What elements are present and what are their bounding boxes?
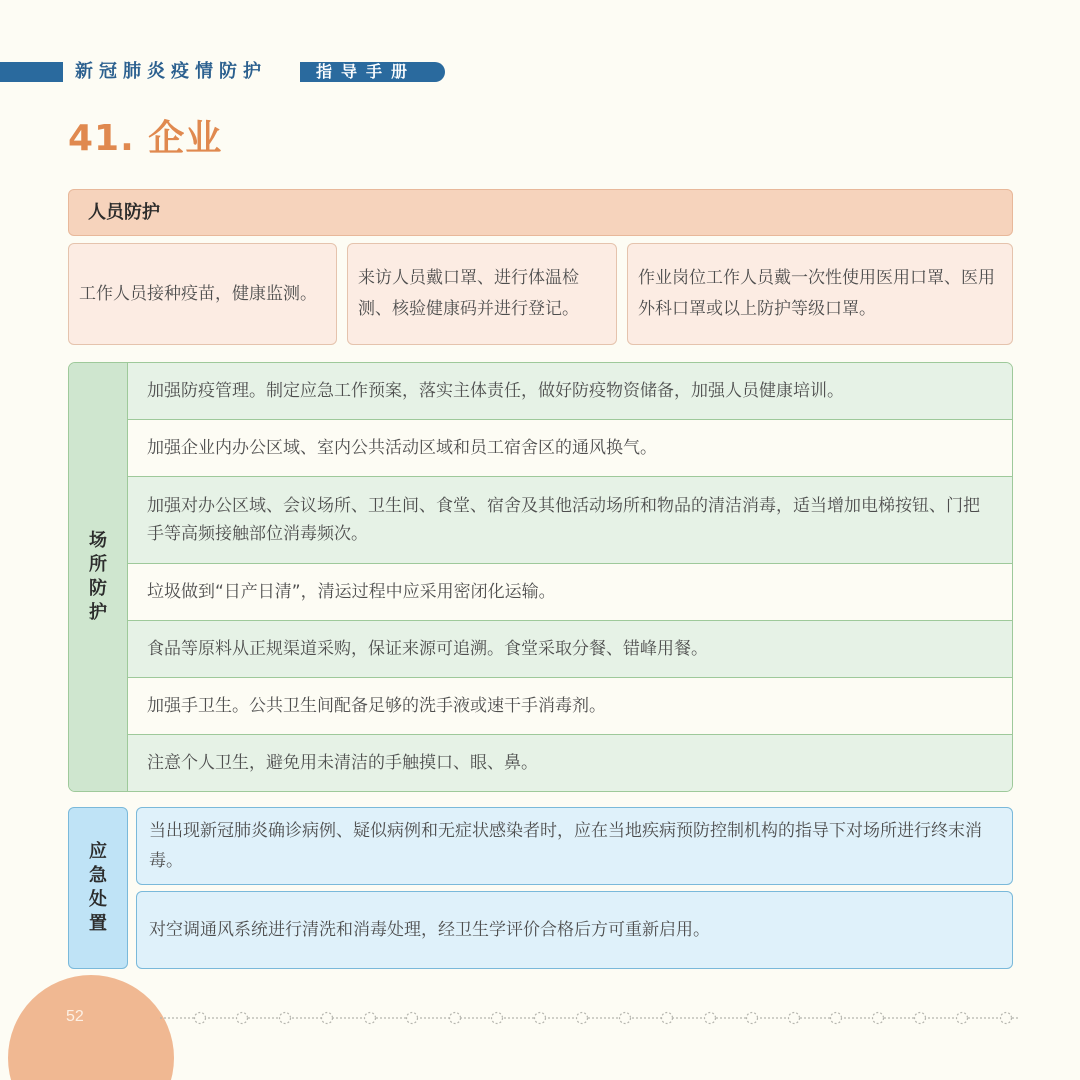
personnel-card-text: 工作人员接种疫苗，健康监测。 — [79, 283, 317, 304]
venue-row: 食品等原料从正规渠道采购，保证来源可追溯。食堂采取分餐、错峰用餐。 — [128, 621, 1012, 678]
personnel-card — [347, 243, 617, 345]
page-title: 41. 企业 — [68, 118, 223, 159]
handbook-pill: 指导手册 — [300, 62, 445, 82]
personnel-card-text: 来访人员戴口罩、进行体温检测、核验健康码并进行登记。 — [358, 268, 579, 319]
page-number-circle — [8, 975, 174, 1080]
page-number: 52 — [66, 1008, 84, 1025]
venue-row: 注意个人卫生，避免用未清洁的手触摸口、眼、鼻。 — [128, 735, 1012, 791]
header-accent-bar — [0, 62, 63, 82]
venue-protection-section — [68, 362, 1013, 792]
emergency-label: 应急处置 — [89, 841, 107, 934]
venue-label: 场所防护 — [89, 530, 107, 623]
venue-row: 加强防疫管理。制定应急工作预案，落实主体责任，做好防疫物资储备，加强人员健康培训。 — [128, 363, 1012, 420]
venue-label-column — [69, 363, 128, 791]
venue-rows — [128, 363, 1012, 791]
personnel-card — [627, 243, 1013, 345]
emergency-item — [136, 807, 1013, 885]
venue-row: 加强对办公区域、会议场所、卫生间、食堂、宿舍及其他活动场所和物品的清洁消毒，适当增加电梯按钮、门把手等高频接触部位消毒频次。 — [128, 477, 1012, 564]
personnel-section-heading: 人员防护 — [68, 189, 1013, 236]
venue-row: 垃圾做到“日产日清”，清运过程中应采用密闭化运输。 — [128, 564, 1012, 621]
emergency-item-text: 当出现新冠肺炎确诊病例、疑似病例和无症状感染者时，应在当地疾病预防控制机构的指导下对场所进行终末消毒。 — [149, 821, 982, 871]
venue-row: 加强企业内办公区域、室内公共活动区域和员工宿舍区的通风换气。 — [128, 420, 1012, 477]
emergency-item — [136, 891, 1013, 969]
personnel-card-text: 作业岗位工作人员戴一次性使用医用口罩、医用外科口罩或以上防护等级口罩。 — [638, 268, 995, 319]
dotted-divider-icon — [160, 1010, 1020, 1026]
emergency-item-text: 对空调通风系统进行清洗和消毒处理，经卫生学评价合格后方可重新启用。 — [149, 920, 710, 940]
series-title: 新冠肺炎疫情防护 — [75, 61, 267, 82]
venue-row: 加强手卫生。公共卫生间配备足够的洗手液或速干手消毒剂。 — [128, 678, 1012, 735]
emergency-label-box — [68, 807, 128, 969]
personnel-card — [68, 243, 337, 345]
